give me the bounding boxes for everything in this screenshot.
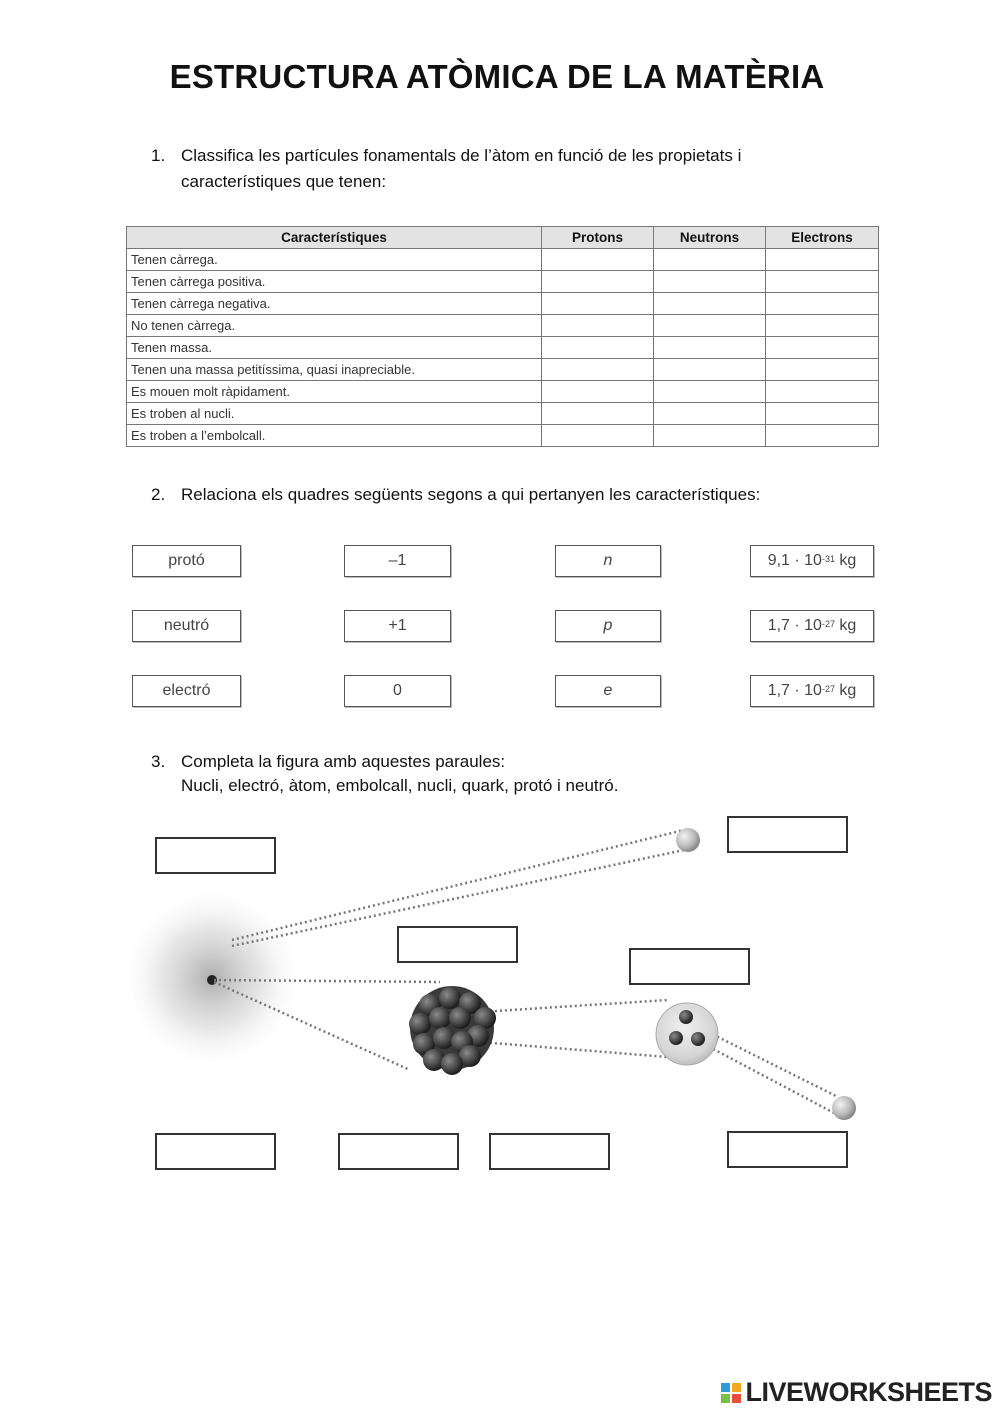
liveworksheets-icon (721, 1383, 741, 1403)
row-label: Tenen càrrega positiva. (127, 271, 542, 293)
question-number: 1. (151, 146, 166, 165)
logo-square (732, 1383, 741, 1392)
small-particle-sphere (676, 828, 700, 852)
answer-cell[interactable] (654, 359, 766, 381)
figure-answer-box[interactable] (397, 926, 518, 963)
answer-cell[interactable] (654, 271, 766, 293)
question-1 (151, 144, 851, 194)
table-row (127, 403, 879, 425)
answer-cell[interactable] (766, 381, 879, 403)
small-particle-sphere (832, 1096, 856, 1120)
answer-cell[interactable] (766, 315, 879, 337)
column-header: Neutrons (654, 227, 766, 249)
question-text-line-2: característiques que tenen: (181, 172, 387, 191)
table-row (127, 249, 879, 271)
figure-answer-box[interactable] (629, 948, 750, 985)
nucleus-sphere-cluster (409, 986, 496, 1075)
match-box-charge[interactable]: +1 (344, 610, 451, 642)
question-text-line-1: Classifica les partícules fonamentals de l’àtom en funció de les propietats i (181, 146, 742, 165)
answer-cell[interactable] (766, 249, 879, 271)
match-box-particle[interactable]: electró (132, 675, 241, 707)
table-row (127, 315, 879, 337)
answer-cell[interactable] (654, 425, 766, 447)
answer-cell[interactable] (542, 293, 654, 315)
row-label: Tenen una massa petitíssima, quasi inapreciable. (127, 359, 542, 381)
mass-base: 1,7 · 10 (767, 617, 822, 634)
quark-sphere (669, 1031, 683, 1045)
table-row (127, 359, 879, 381)
row-label: Tenen càrrega negativa. (127, 293, 542, 315)
question-text: Relaciona els quadres següents segons a qui pertanyen les característiques: (181, 485, 761, 504)
answer-cell[interactable] (542, 381, 654, 403)
figure-answer-box[interactable] (155, 1133, 276, 1170)
answer-cell[interactable] (542, 249, 654, 271)
logo-square (732, 1394, 741, 1403)
question-2 (151, 483, 851, 509)
column-header: Electrons (766, 227, 879, 249)
figure-answer-box[interactable] (155, 837, 276, 874)
match-box-particle[interactable]: protó (132, 545, 241, 577)
answer-cell[interactable] (766, 359, 879, 381)
mass-unit: kg (834, 552, 857, 569)
table-row (127, 293, 879, 315)
row-label: Es mouen molt ràpidament. (127, 381, 542, 403)
answer-cell[interactable] (542, 315, 654, 337)
figure-answer-box[interactable] (489, 1133, 610, 1170)
table-row (127, 337, 879, 359)
row-label: No tenen càrrega. (127, 315, 542, 337)
answer-cell[interactable] (766, 293, 879, 315)
answer-cell[interactable] (654, 337, 766, 359)
answer-cell[interactable] (654, 381, 766, 403)
connector-line (480, 1000, 668, 1012)
match-box-charge[interactable]: –1 (344, 545, 451, 577)
question-3 (151, 750, 851, 800)
row-label: Tenen massa. (127, 337, 542, 359)
figure-answer-box[interactable] (338, 1133, 459, 1170)
page-title: ESTRUCTURA ATÒMICA DE LA MATÈRIA (169, 58, 825, 95)
figure-answer-box[interactable] (727, 1131, 848, 1168)
characteristics-table (126, 226, 879, 447)
match-box-mass[interactable] (750, 545, 874, 577)
answer-cell[interactable] (542, 337, 654, 359)
answer-cell[interactable] (654, 249, 766, 271)
row-label: Es troben al nucli. (127, 403, 542, 425)
connector-line (232, 830, 684, 940)
mass-unit: kg (834, 682, 857, 699)
mass-exponent: -27 (821, 684, 835, 694)
answer-cell[interactable] (542, 359, 654, 381)
question-text-line-2: Nucli, electró, àtom, embolcall, nucli, quark, protó i neutró. (181, 776, 619, 795)
answer-cell[interactable] (766, 271, 879, 293)
question-number: 2. (151, 485, 166, 504)
match-box-particle[interactable]: neutró (132, 610, 241, 642)
connector-line (700, 1042, 836, 1114)
table-row (127, 425, 879, 447)
quark-sphere (679, 1010, 693, 1024)
liveworksheets-wordmark: LIVEWORKSHEETS (745, 1377, 992, 1407)
answer-cell[interactable] (542, 425, 654, 447)
quark-sphere (691, 1032, 705, 1046)
answer-cell[interactable] (542, 271, 654, 293)
mass-unit: kg (834, 617, 857, 634)
answer-cell[interactable] (654, 293, 766, 315)
mass-base: 1,7 · 10 (767, 682, 822, 699)
column-header: Protons (542, 227, 654, 249)
liveworksheets-logo[interactable] (721, 1377, 992, 1408)
table-header-row (127, 227, 879, 249)
answer-cell[interactable] (542, 403, 654, 425)
match-box-mass[interactable] (750, 610, 874, 642)
row-label: Tenen càrrega. (127, 249, 542, 271)
mass-base: 9,1 · 10 (767, 552, 822, 569)
table-row (127, 381, 879, 403)
match-box-symbol[interactable]: e (555, 675, 661, 707)
answer-cell[interactable] (766, 425, 879, 447)
table-row (127, 271, 879, 293)
match-box-symbol[interactable]: n (555, 545, 661, 577)
mass-exponent: -31 (821, 554, 835, 564)
connector-line (704, 1030, 836, 1096)
figure-answer-box[interactable] (727, 816, 848, 853)
question-text-line-1: Completa la figura amb aquestes paraules: (181, 752, 506, 771)
row-label: Es troben a l’embolcall. (127, 425, 542, 447)
mass-exponent: -27 (821, 619, 835, 629)
column-header: Característiques (127, 227, 542, 249)
logo-square (721, 1394, 730, 1403)
match-box-charge[interactable]: 0 (344, 675, 451, 707)
connector-line (480, 1042, 680, 1058)
answer-cell[interactable] (654, 403, 766, 425)
logo-square (721, 1383, 730, 1392)
answer-cell[interactable] (654, 315, 766, 337)
answer-cell[interactable] (766, 403, 879, 425)
answer-cell[interactable] (766, 337, 879, 359)
match-box-symbol[interactable]: p (555, 610, 661, 642)
question-number: 3. (151, 752, 166, 771)
match-box-mass[interactable] (750, 675, 874, 707)
